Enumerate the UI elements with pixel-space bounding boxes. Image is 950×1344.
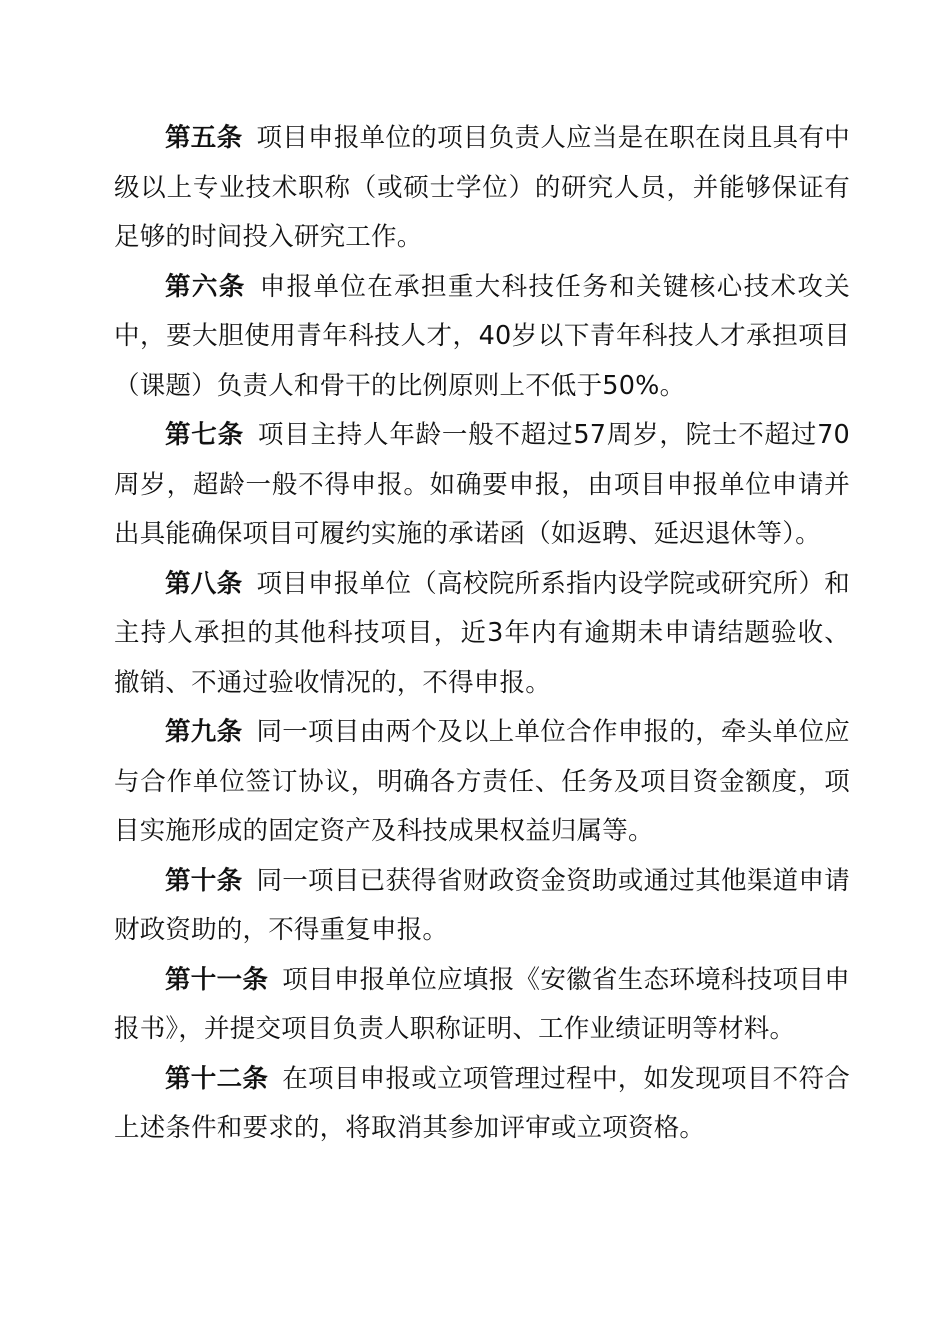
article-text: 在项目申报或立项管理过程中，如发现项目不符合上述条件和要求的，将取消其参加评审或立项资格。 [114,1063,850,1143]
article-10 [114,857,850,956]
article-label: 第七条 [165,420,244,450]
article-7 [114,411,850,560]
article-6 [114,263,850,412]
article-label: 第五条 [165,123,243,153]
article-11 [114,956,850,1055]
article-text: 项目申报单位应填报《安徽省生态环境科技项目申报书》，并提交项目负责人职称证明、工作业绩证明等材料。 [114,964,850,1044]
article-text: 项目申报单位的项目负责人应当是在职在岗且具有中级以上专业技术职称（或硕士学位）的研究人员，并能够保证有足够的时间投入研究工作。 [114,123,850,252]
article-text: 同一项目由两个及以上单位合作申报的，牵头单位应与合作单位签订协议，明确各方责任、任务及项目资金额度，项目实施形成的固定资产及科技成果权益归属等。 [114,717,850,846]
article-text: 同一项目已获得省财政资金资助或通过其他渠道申请财政资助的，不得重复申报。 [114,865,850,945]
article-label: 第六条 [165,271,246,302]
article-12 [114,1055,850,1154]
article-label: 第十二条 [165,1063,269,1094]
article-8 [114,560,850,709]
article-label: 第十一条 [165,964,269,995]
article-text: 项目主持人年龄一般不超过57周岁，院士不超过70周岁，超龄一般不得申报。如确要申报，由项目申报单位申请并出具能确保项目可履约实施的承诺函（如返聘、延迟退休等）。 [114,420,850,549]
article-9 [114,708,850,857]
article-text: 申报单位在承担重大科技任务和关键核心技术攻关中，要大胆使用青年科技人才，40岁以下青年科技人才承担项目（课题）负责人和骨干的比例原则上不低于50%。 [114,271,850,401]
article-label: 第八条 [165,568,243,599]
article-label: 第九条 [165,717,243,747]
article-5 [114,114,850,263]
document-page [114,114,850,1154]
article-text: 项目申报单位（高校院所系指内设学院或研究所）和主持人承担的其他科技项目，近3年内有逾期未申请结题验收、撤销、不通过验收情况的，不得申报。 [114,568,850,698]
article-label: 第十条 [165,865,243,896]
